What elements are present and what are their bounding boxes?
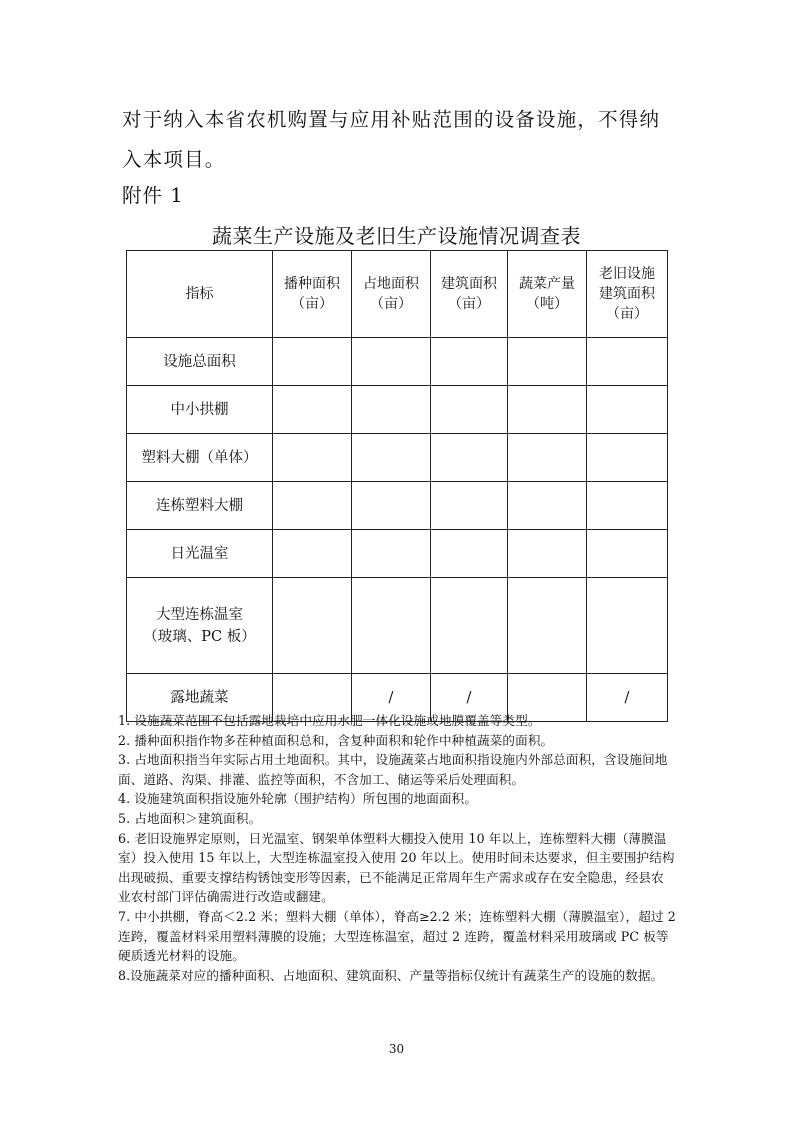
table-cell: / bbox=[431, 674, 508, 722]
table-row bbox=[127, 482, 668, 530]
attachment-label: 附件 1 bbox=[122, 184, 184, 207]
note-item: 4. 设施建筑面积指设施外轮廓（围护结构）所包围的地面面积。 bbox=[118, 791, 478, 807]
row-label-label1: 中小拱棚 bbox=[170, 401, 229, 418]
header-cell bbox=[508, 251, 587, 338]
table-cell bbox=[352, 338, 431, 386]
table-cell bbox=[587, 530, 668, 578]
row-label bbox=[127, 530, 273, 578]
table-cell bbox=[273, 482, 352, 530]
table-cell bbox=[431, 434, 508, 482]
header-cell-line3: （亩） bbox=[606, 306, 648, 322]
table-cell bbox=[352, 386, 431, 434]
header-cell bbox=[587, 251, 668, 338]
table-cell bbox=[273, 386, 352, 434]
table-cell bbox=[508, 578, 587, 674]
table-row bbox=[127, 530, 668, 578]
survey-table bbox=[126, 250, 668, 722]
table-cell bbox=[352, 578, 431, 674]
notes-section bbox=[118, 711, 676, 985]
row-label-label1: 设施总面积 bbox=[163, 353, 236, 370]
table-title: 蔬菜生产设施及老旧生产设施情况调查表 bbox=[212, 224, 581, 248]
header-cell bbox=[352, 251, 431, 338]
header-cell bbox=[431, 251, 508, 338]
table-cell bbox=[587, 338, 668, 386]
row-label-label1: 大型连栋温室 bbox=[156, 606, 243, 623]
note-item: 5. 占地面积＞建筑面积。 bbox=[118, 810, 262, 826]
table-row bbox=[127, 434, 668, 482]
header-cell-line1: 指标 bbox=[185, 286, 214, 302]
row-label bbox=[127, 434, 273, 482]
table-cell bbox=[273, 530, 352, 578]
table-cell bbox=[273, 434, 352, 482]
table-cell bbox=[587, 434, 668, 482]
row-label-label1: 连栋塑料大棚 bbox=[156, 497, 243, 514]
header-cell-line1: 老旧设施 bbox=[599, 266, 655, 282]
header-cell-line1: 建筑面积 bbox=[441, 276, 497, 292]
page-number: 30 bbox=[388, 1042, 405, 1056]
row-label bbox=[127, 482, 273, 530]
header-cell bbox=[273, 251, 352, 338]
table-cell: / bbox=[352, 674, 431, 722]
table-cell bbox=[508, 530, 587, 578]
table-row bbox=[127, 386, 668, 434]
header-row bbox=[127, 251, 668, 338]
table-cell bbox=[352, 482, 431, 530]
intro-line-1: 对于纳入本省农机购置与应用补贴范围的设备设施，不得纳 bbox=[122, 108, 661, 131]
intro-paragraph bbox=[122, 100, 682, 180]
table-cell bbox=[273, 578, 352, 674]
table-cell bbox=[431, 482, 508, 530]
table-cell bbox=[431, 530, 508, 578]
header-cell-line1: 播种面积 bbox=[284, 276, 340, 292]
table-cell bbox=[508, 338, 587, 386]
intro-line-2: 入本项目。 bbox=[122, 148, 226, 171]
row-label bbox=[127, 338, 273, 386]
table-row bbox=[127, 578, 668, 674]
row-label-label2: （玻璃、PC 板） bbox=[143, 628, 256, 645]
note-item: 2. 播种面积指作物多茬种植面积总和，含复种面积和轮作中种植蔬菜的面积。 bbox=[118, 732, 554, 748]
header-cell-line2: （吨） bbox=[526, 296, 568, 312]
note-item: 6. 老旧设施界定原则，日光温室、钢架单体塑料大棚投入使用 10 年以上，连栋塑料大棚（薄膜温室）投入使用 15 年以上，大型连栋温室投入使用 20 年以上。使用时间未达要求，但主要围护结构出现破损、重要支撑结构锈蚀变形等因素，已不能满足正常周年生产需求或存在安全隐患，经县农业农村部门评估确需进行改造或翻建。 bbox=[118, 830, 675, 905]
header-cell-line2: （亩） bbox=[291, 296, 333, 312]
row-label bbox=[127, 386, 273, 434]
table-cell bbox=[352, 530, 431, 578]
note-item: 8.设施蔬菜对应的播种面积、占地面积、建筑面积、产量等指标仅统计有蔬菜生产的设施的数据。 bbox=[118, 967, 664, 983]
table-cell bbox=[508, 434, 587, 482]
table-row bbox=[127, 338, 668, 386]
table-cell bbox=[587, 386, 668, 434]
table-cell bbox=[431, 338, 508, 386]
table-cell bbox=[273, 338, 352, 386]
header-cell bbox=[127, 251, 273, 338]
table-cell bbox=[508, 386, 587, 434]
row-label-label1: 日光温室 bbox=[170, 545, 229, 562]
table-cell bbox=[587, 482, 668, 530]
table-cell: / bbox=[587, 674, 668, 722]
table-cell bbox=[508, 482, 587, 530]
note-item: 7. 中小拱棚，脊高＜2.2 米；塑料大棚（单体），脊高≥2.2 米；连栋塑料大棚（薄膜温室），超过 2 连跨，覆盖材料采用塑料薄膜的设施；大型连栋温室，超过 2 连跨，覆盖材料采用玻璃或 PC 板等硬质透光材料的设施。 bbox=[118, 908, 676, 964]
table-body bbox=[127, 338, 668, 722]
row-label-label1: 塑料大棚（单体） bbox=[141, 449, 258, 466]
table-cell bbox=[587, 578, 668, 674]
table-cell bbox=[431, 578, 508, 674]
row-label-label1: 露地蔬菜 bbox=[170, 689, 229, 706]
header-cell-line2: 建筑面积 bbox=[599, 286, 655, 302]
header-cell-line1: 蔬菜产量 bbox=[519, 276, 575, 292]
table-cell bbox=[431, 386, 508, 434]
note-item: 1. 设施蔬菜范围不包括露地栽培中应用水肥一体化设施或地膜覆盖等类型。 bbox=[118, 713, 541, 728]
header-cell-line1: 占地面积 bbox=[363, 276, 419, 292]
header-cell-line2: （亩） bbox=[370, 296, 412, 312]
header-cell-line2: （亩） bbox=[448, 296, 490, 312]
row-label bbox=[127, 578, 273, 674]
table-cell bbox=[352, 434, 431, 482]
note-item: 3. 占地面积指当年实际占用土地面积。其中，设施蔬菜占地面积指设施内外部总面积，含设施间地面、道路、沟渠、排灌、监控等面积，不含加工、储运等采后处理面积。 bbox=[118, 752, 668, 787]
